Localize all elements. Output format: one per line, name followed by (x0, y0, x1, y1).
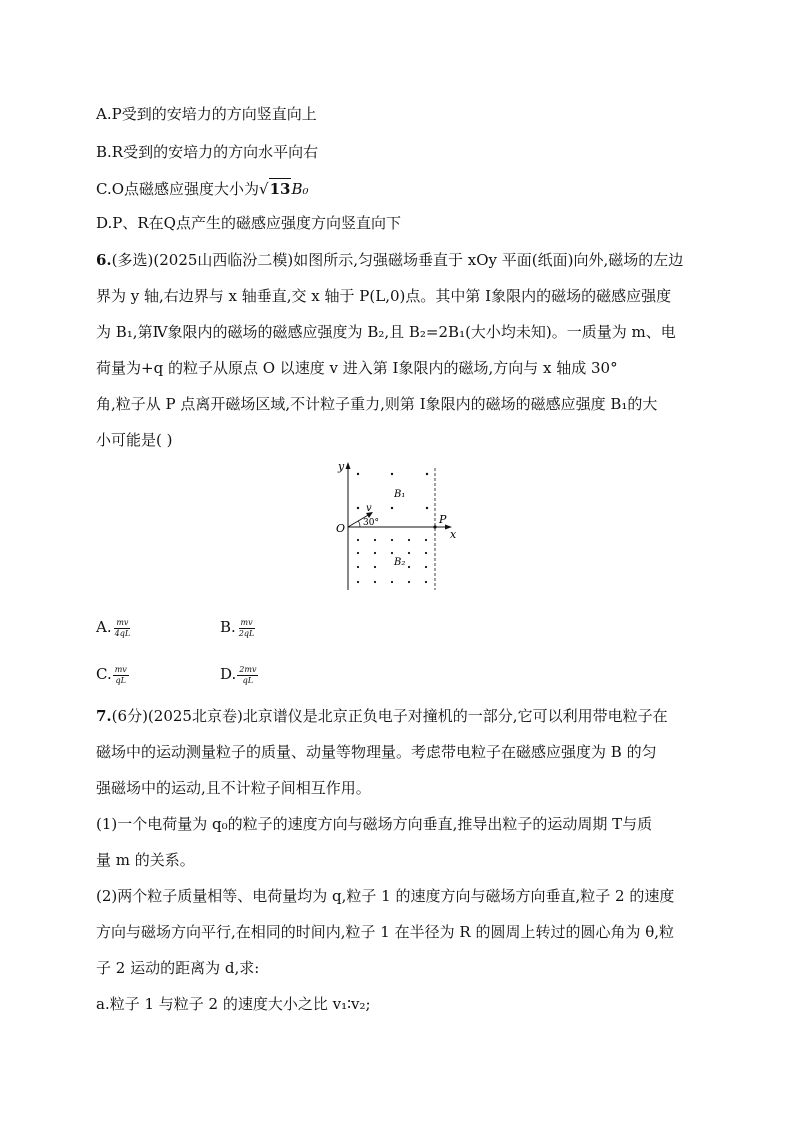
q6-number: 6. (96, 251, 112, 269)
y-axis-label: y (338, 460, 345, 473)
q6-text-1: (多选)(2025山西临汾二模)如图所示,匀强磁场垂直于 xOy 平面(纸面)向外,磁场的左边 (111, 251, 684, 269)
b1-label: B₁ (394, 489, 406, 500)
origin-label: O (336, 522, 346, 535)
q6-option-b-fraction (237, 618, 257, 639)
q6-line-3: 为 B₁,第Ⅳ象限内的磁场的磁感应强度为 B₂,且 B₂=2B₁(大小均未知)。一质量为 m、电 (96, 323, 676, 341)
velocity-label: v (366, 503, 372, 514)
b2-field-dots (357, 539, 427, 583)
q7-line-1 (96, 706, 668, 726)
q6-option-d-fraction (237, 665, 258, 686)
q6-option-c-fraction (113, 665, 129, 686)
q6-line-6: 小可能是( ) (96, 431, 173, 449)
q5-option-c (96, 178, 309, 199)
q6-line-5: 角,粒子从 P 点离开磁场区域,不计粒子重力,则第 Ⅰ象限内的磁场的磁感应强度 B₁的大 (96, 395, 658, 413)
q5-option-a: A.P受到的安培力的方向竖直向上 (96, 105, 317, 123)
q7-line-9: a.粒子 1 与粒子 2 的速度大小之比 v₁∶v₂; (96, 995, 371, 1013)
q6-option-c-denominator: qL (115, 675, 126, 685)
q6-option-a-denominator: 4qL (114, 628, 131, 638)
point-p (433, 525, 436, 528)
q6-option-b-numerator: mv (240, 617, 253, 627)
q6-option-d-letter: D. (220, 665, 237, 683)
q6-line-2: 界为 y 轴,右边界与 x 轴垂直,交 x 轴于 P(L,0)点。其中第 Ⅰ象限内的磁场的磁感应强度 (96, 287, 672, 305)
q6-option-a-numerator: mv (116, 617, 129, 627)
point-p-label: P (439, 513, 447, 526)
q6-option-d-denominator: qL (242, 675, 254, 685)
q5-option-d: D.P、R在Q点产生的磁感应强度方向竖直向下 (96, 214, 401, 232)
q7-line-2: 磁场中的运动测量粒子的质量、动量等物理量。考虑带电粒子在磁感应强度为 B 的匀 (96, 743, 657, 761)
q6-option-c-numerator: mv (114, 664, 127, 674)
q6-option-b-denominator: 2qL (238, 628, 255, 638)
angle-arc (359, 521, 361, 527)
y-axis-arrow (346, 462, 351, 469)
q6-option-c-letter: C. (96, 665, 112, 683)
q6-option-a-letter: A. (96, 618, 112, 636)
sqrt-symbol: √13 (259, 180, 291, 198)
q6-option-d (220, 664, 258, 686)
q6-option-c (96, 664, 129, 686)
q7-line-3: 强磁场中的运动,且不计粒子间相互作用。 (96, 779, 371, 797)
q7-line-4: (1)一个电荷量为 q₀的粒子的速度方向与磁场方向垂直,推导出粒子的运动周期 T与质 (96, 815, 653, 833)
x-axis-label: x (450, 528, 457, 541)
q7-line-6: (2)两个粒子质量相等、电荷量均为 q,粒子 1 的速度方向与磁场方向垂直,粒子 2 的速度 (96, 887, 675, 905)
q6-option-a (96, 617, 132, 639)
q5-option-c-prefix: C.O点磁感应强度大小为 (96, 180, 260, 198)
sqrt-radicand: 13 (269, 180, 291, 198)
q6-line-1 (96, 250, 683, 270)
q7-text-1: (6分)(2025北京卷)北京谱仪是北京正负电子对撞机的一部分,它可以利用带电粒子在 (111, 707, 668, 725)
b2-label: B₂ (394, 557, 406, 568)
q7-line-7: 方向与磁场方向平行,在相同的时间内,粒子 1 在半径为 R 的圆周上转过的圆心角为 θ,粒 (96, 923, 675, 941)
q7-number: 7. (96, 707, 112, 725)
q6-option-b (220, 617, 256, 639)
q6-line-4: 荷量为+q 的粒子从原点 O 以速度 v 进入第 Ⅰ象限内的磁场,方向与 x 轴成 30° (96, 359, 618, 377)
angle-label: 30° (363, 518, 379, 528)
q6-option-b-letter: B. (220, 618, 236, 636)
q6-option-d-numerator: 2mv (239, 664, 257, 674)
q6-option-a-fraction (113, 618, 133, 639)
magnetic-field-diagram (328, 460, 468, 594)
q5-option-b: B.R受到的安培力的方向水平向右 (96, 143, 319, 161)
q5-option-c-suffix: B₀ (291, 180, 309, 198)
q7-line-5: 量 m 的关系。 (96, 851, 195, 869)
q7-line-8: 子 2 运动的距离为 d,求: (96, 959, 260, 977)
